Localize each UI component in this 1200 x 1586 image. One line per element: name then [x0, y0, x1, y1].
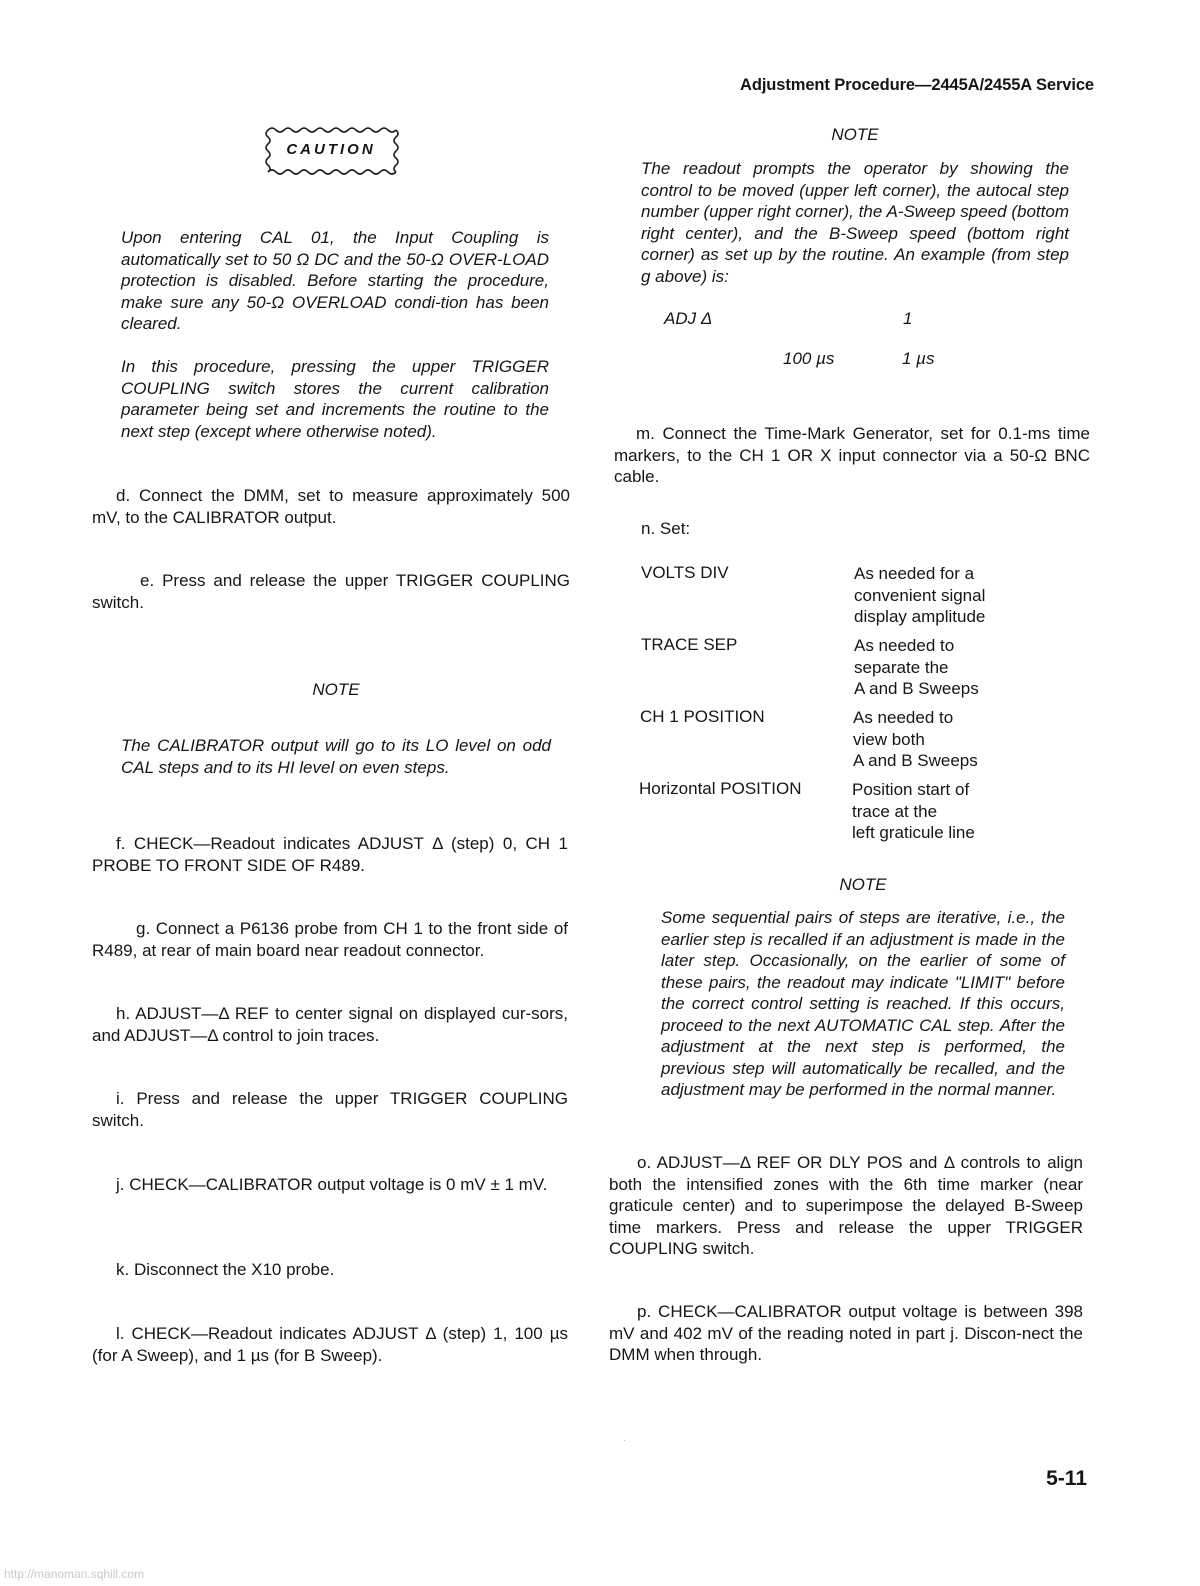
- step-f: f. CHECK—Readout indicates ADJUST Δ (step) 0, CH 1 PROBE TO FRONT SIDE OF R489.: [92, 834, 568, 875]
- setup-control: TRACE SEP: [641, 635, 738, 654]
- setup-value: As needed to view both A and B Sweeps: [853, 708, 978, 770]
- page-number: 5-11: [1046, 1467, 1087, 1490]
- caution-label: CAUTION: [286, 141, 376, 158]
- caution-paragraph-2: In this procedure, pressing the upper TRIGGER COUPLING switch stores the current calibration parameter being set and increments the routine to the next step (except where otherwise noted).: [121, 357, 549, 441]
- note-2-text: The readout prompts the operator by showing the control to be moved (upper left corner), the autocal step number (upper right corner), the A-Sweep speed (bottom right center), and the B-Sweep speed (bottom right corner) as set up by the routine. An example (from step g above) is:: [641, 159, 1069, 286]
- setup-value: As needed to separate the A and B Sweeps: [854, 636, 979, 698]
- watermark: http://manoman.sqhill.com: [4, 1567, 145, 1581]
- step-l: l. CHECK—Readout indicates ADJUST Δ (step) 1, 100 µs (for A Sweep), and 1 µs (for B Sweep).: [92, 1324, 568, 1365]
- step-d: d. Connect the DMM, set to measure approximately 500 mV, to the CALIBRATOR output.: [92, 486, 570, 527]
- readout-bottom-right: 1 µs: [902, 349, 935, 368]
- note-1-text: The CALIBRATOR output will go to its LO level on odd CAL steps and to its HI level on even steps.: [121, 736, 551, 777]
- readout-top-left: ADJ Δ: [664, 309, 713, 328]
- page-header: Adjustment Procedure—2445A/2455A Service: [740, 76, 1094, 94]
- note-1-title: NOTE: [312, 680, 360, 699]
- caution-box: [262, 126, 400, 176]
- setup-value: As needed for a convenient signal display amplitude: [854, 564, 986, 626]
- step-i: i. Press and release the upper TRIGGER COUPLING switch.: [92, 1089, 568, 1130]
- note-3-title: NOTE: [839, 875, 887, 894]
- step-o: o. ADJUST—Δ REF OR DLY POS and Δ controls to align both the intensified zones with the 6th time marker (near graticule center) and to superimpose the delayed B-Sweep time markers. Press and release the upper TRIGGER COUPLING switch.: [609, 1153, 1083, 1258]
- caution-paragraph-1: Upon entering CAL 01, the Input Coupling is automatically set to 50 Ω DC and the 50-Ω OVER-LOAD protection is disabled. Before starting the procedure, make sure any 50-Ω OVERLOAD condi-tion has been cleared.: [121, 228, 549, 333]
- step-h: h. ADJUST—Δ REF to center signal on displayed cur-sors, and ADJUST—Δ control to join traces.: [92, 1004, 568, 1045]
- step-k: k. Disconnect the X10 probe.: [116, 1260, 335, 1279]
- readout-bottom-center: 100 µs: [783, 349, 835, 368]
- note-2-title: NOTE: [831, 125, 879, 144]
- step-m: m. Connect the Time-Mark Generator, set for 0.1-ms time markers, to the CH 1 OR X input connector via a 50-Ω BNC cable.: [614, 424, 1090, 486]
- note-3-text: Some sequential pairs of steps are iterative, i.e., the earlier step is recalled if an adjustment is made in the later step. Occasionally, on the earlier of some of these pairs, the readout may indicate "LIMIT" before the correct control setting is reached. If this occurs, proceed to the next AUTOMATIC CAL step. After the adjustment at the next step is performed, the previous step will automatically be recalled, and the adjustment may be performed in the normal manner.: [661, 908, 1065, 1099]
- step-g: g. Connect a P6136 probe from CH 1 to the front side of R489, at rear of main board near readout connector.: [92, 919, 568, 960]
- readout-top-right: 1: [903, 309, 913, 328]
- step-j: j. CHECK—CALIBRATOR output voltage is 0 mV ± 1 mV.: [116, 1175, 548, 1194]
- setup-control: CH 1 POSITION: [640, 707, 765, 726]
- setup-control: Horizontal POSITION: [639, 779, 802, 798]
- step-e: e. Press and release the upper TRIGGER COUPLING switch.: [92, 571, 570, 612]
- scan-mark: [624, 1440, 625, 1441]
- step-p: p. CHECK—CALIBRATOR output voltage is between 398 mV and 402 mV of the reading noted in part j. Discon-nect the DMM when through.: [609, 1302, 1083, 1364]
- setup-control: VOLTS DIV: [641, 563, 729, 582]
- step-n: n. Set:: [641, 519, 691, 538]
- setup-value: Position start of trace at the left graticule line: [852, 780, 975, 842]
